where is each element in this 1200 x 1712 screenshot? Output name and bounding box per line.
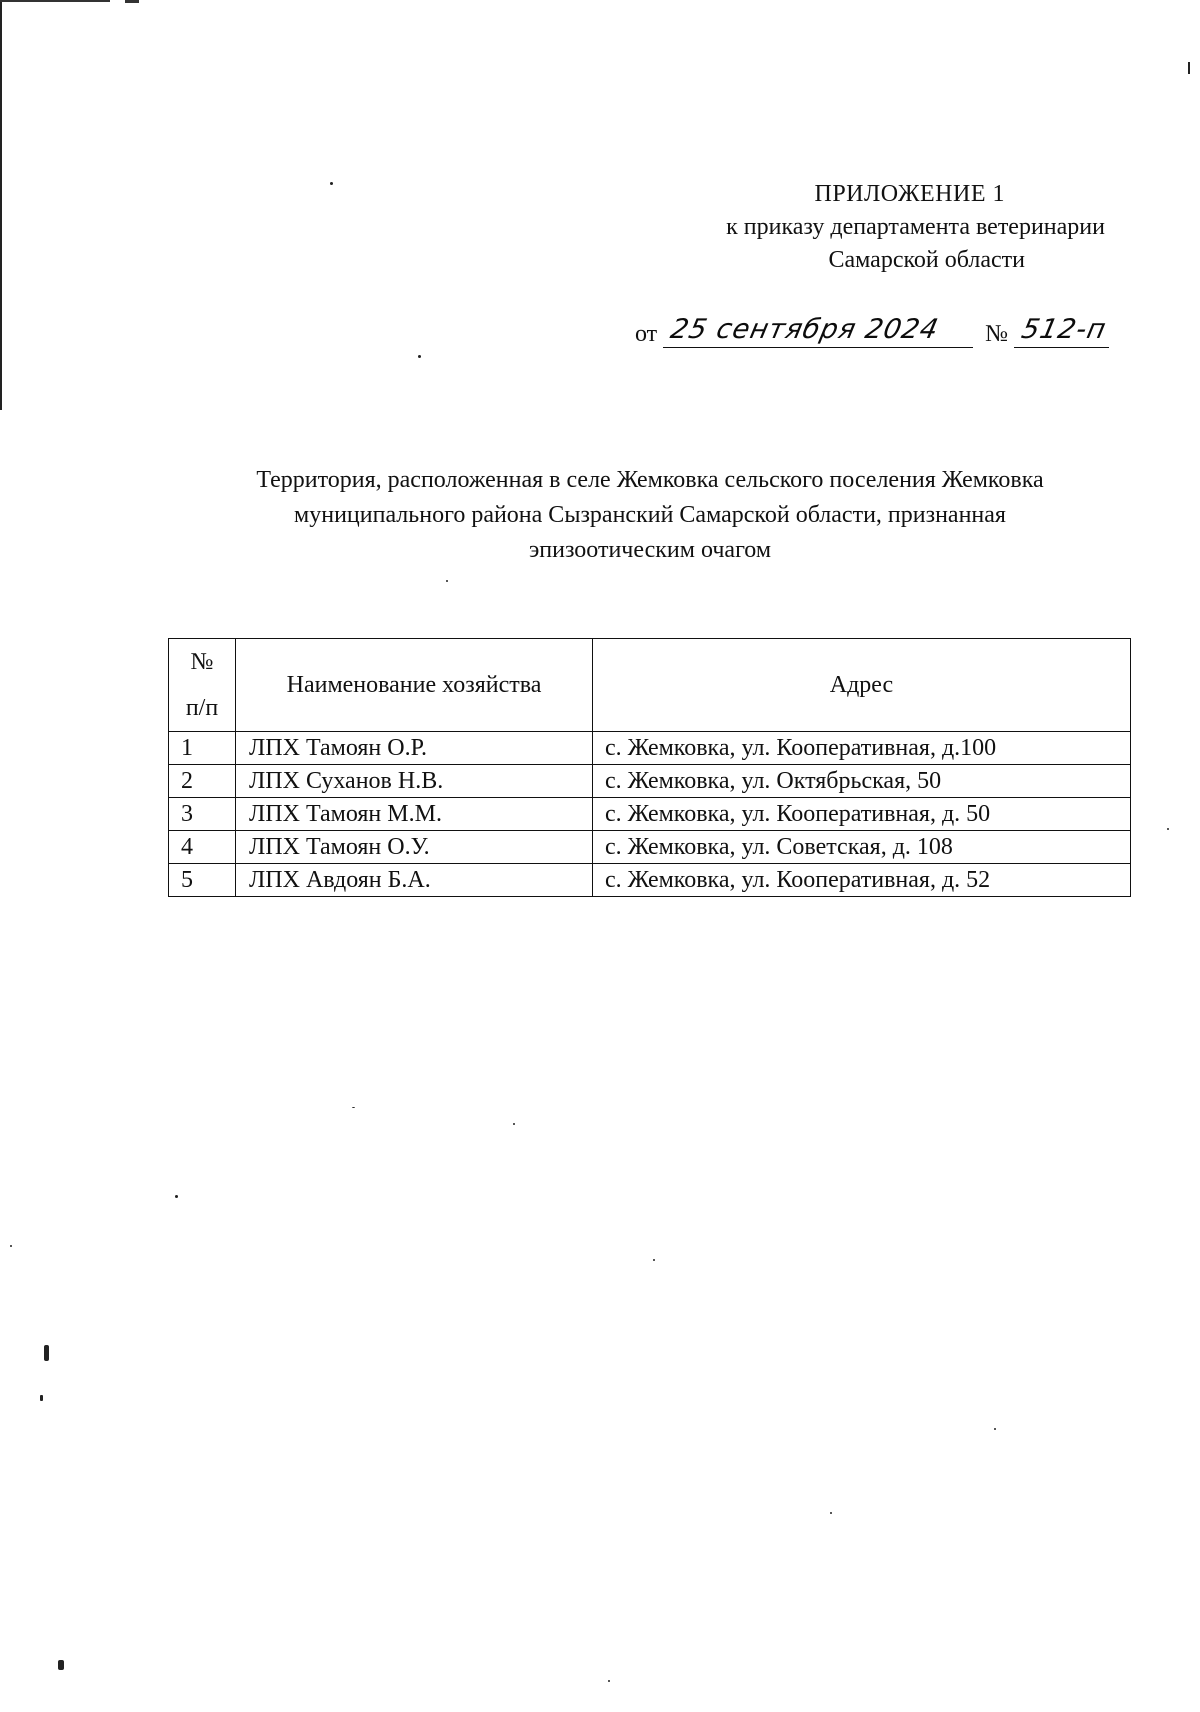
scan-speck (653, 1259, 655, 1261)
heading-line-3: эпизоотическим очагом (528, 537, 772, 563)
scan-edge-top (0, 0, 110, 2)
cell-address: с. Жемковка, ул. Октябрьская, 50 (593, 765, 1131, 798)
scan-speck (10, 1245, 12, 1247)
table-row (169, 732, 1131, 765)
table-row (169, 798, 1131, 831)
scan-speck (830, 1512, 832, 1514)
column-header-farm-name: Наименование хозяйства (236, 639, 593, 732)
scan-speck (446, 580, 448, 582)
column-header-number (169, 639, 236, 732)
table-header-row (169, 639, 1131, 732)
scan-speck (352, 1107, 355, 1108)
scan-speck (994, 1428, 996, 1430)
column-header-number-abbrev: п/п (185, 695, 219, 721)
column-header-number-symbol: № (190, 649, 214, 675)
order-date-field (663, 314, 973, 348)
cell-number: 1 (169, 732, 236, 765)
scan-speck (1167, 828, 1169, 830)
cell-address: с. Жемковка, ул. Кооперативная, д. 52 (593, 864, 1131, 897)
cell-address: с. Жемковка, ул. Советская, д. 108 (593, 831, 1131, 864)
order-number-handwritten: 512-п (1018, 314, 1110, 345)
scan-speck (330, 182, 333, 185)
cell-number: 3 (169, 798, 236, 831)
scan-speck (175, 1195, 178, 1198)
cell-farm-name: ЛПХ Тамоян О.Р. (236, 732, 593, 765)
scan-speck (418, 355, 421, 358)
document-heading (130, 463, 1170, 568)
scan-speck (1188, 62, 1190, 74)
cell-farm-name: ЛПХ Авдоян Б.А. (236, 864, 593, 897)
order-number-field (1014, 314, 1110, 348)
heading-line-2: муниципального района Сызранский Самарской области, признанная (294, 502, 1006, 528)
scan-edge-top-mark (125, 0, 139, 3)
scan-speck (58, 1660, 64, 1670)
cell-number: 4 (169, 831, 236, 864)
cell-farm-name: ЛПХ Тамоян М.М. (236, 798, 593, 831)
table-row (169, 831, 1131, 864)
cell-address: с. Жемковка, ул. Кооперативная, д.100 (593, 732, 1131, 765)
order-date-handwritten: 25 сентября 2024 (667, 314, 942, 345)
heading-line-1: Территория, расположенная в селе Жемковка сельского поселения Жемковка (256, 467, 1044, 493)
scan-edge-left (0, 0, 14, 410)
order-from-label: от (635, 321, 658, 347)
cell-farm-name: ЛПХ Суханов Н.В. (236, 765, 593, 798)
order-number-label: № (985, 321, 1009, 347)
table-row (169, 765, 1131, 798)
scan-speck (44, 1345, 49, 1361)
scan-speck (40, 1395, 43, 1401)
appendix-order-ref: к приказу департамента ветеринарии (726, 214, 1105, 240)
cell-farm-name: ЛПХ Тамоян О.У. (236, 831, 593, 864)
cell-number: 2 (169, 765, 236, 798)
appendix-header (585, 178, 1105, 277)
scan-speck (513, 1123, 515, 1125)
appendix-title: ПРИЛОЖЕНИЕ 1 (814, 181, 1005, 207)
scan-speck (608, 1680, 610, 1682)
column-header-address: Адрес (593, 639, 1131, 732)
cell-address: с. Жемковка, ул. Кооперативная, д. 50 (593, 798, 1131, 831)
appendix-region: Самарской области (828, 247, 1025, 273)
table-row (169, 864, 1131, 897)
order-date-number-line (635, 314, 1110, 348)
farms-table (168, 638, 1131, 897)
cell-number: 5 (169, 864, 236, 897)
